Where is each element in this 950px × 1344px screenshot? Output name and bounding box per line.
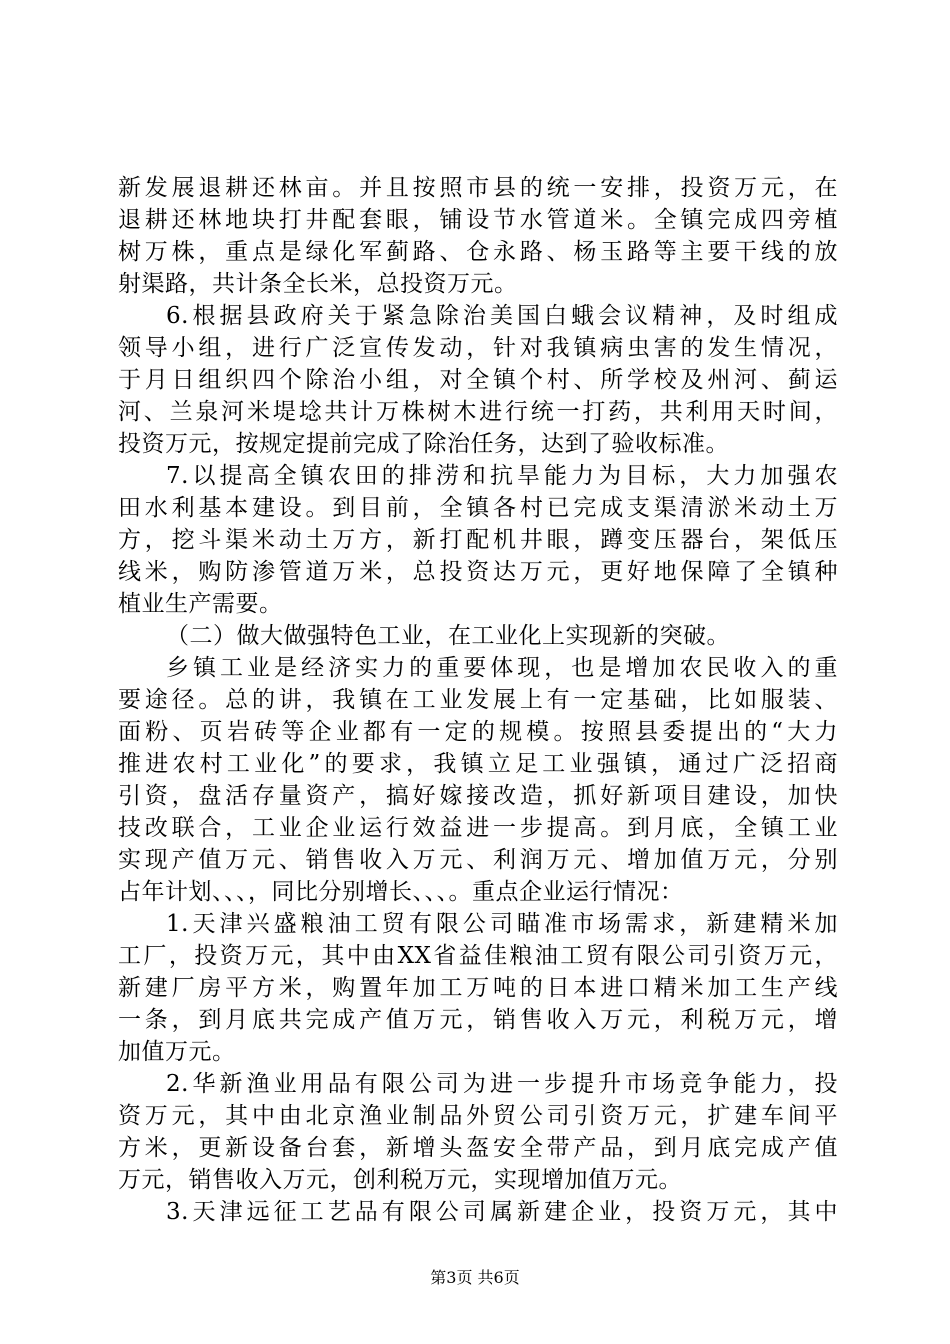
text-line: 田水利基本建设。到目前，全镇各村已完成支渠清淤米动土万: [118, 495, 838, 521]
text-line: 加值万元。: [118, 1039, 236, 1065]
text-line: 退耕还林地块打井配套眼，铺设节水管道米。全镇完成四旁植: [118, 207, 838, 233]
section-heading: [118, 620, 838, 652]
paragraph: [118, 908, 838, 1068]
text-line: 树万株，重点是绿化军蓟路、仓永路、杨玉路等主要干线的放: [118, 239, 838, 265]
paragraph: [118, 300, 838, 460]
text-line: 技改联合，工业企业运行效益进一步提高。到月底，全镇工业: [118, 815, 838, 841]
text-line: 乡镇工业是经济实力的重要体现，也是增加农民收入的重: [166, 655, 838, 681]
text-line: 万元，销售收入万元，创利税万元，实现增加值万元。: [118, 1167, 682, 1193]
text-line: 2.华新渔业用品有限公司为进一步提升市场竞争能力，投: [166, 1071, 838, 1097]
text-line: 方米，更新设备台套，新增头盔安全带产品，到月底完成产值: [118, 1135, 838, 1161]
text-line: 推进农村工业化”的要求，我镇立足工业强镇，通过广泛招商: [118, 751, 838, 777]
text-line: 河、兰泉河米堤埝共计万株树木进行统一打药，共利用天时间，: [118, 399, 838, 425]
text-line: （二）做大做强特色工业，在工业化上实现新的突破。: [166, 623, 730, 649]
text-line: 7.以提高全镇农田的排涝和抗旱能力为目标，大力加强农: [166, 463, 838, 489]
paragraph: [118, 1068, 838, 1196]
text-line: 新建厂房平方米，购置年加工万吨的日本进口精米加工生产线: [118, 975, 838, 1001]
text-line: 6.根据县政府关于紧急除治美国白蛾会议精神，及时组成: [166, 303, 838, 329]
text-line: 要途径。总的讲，我镇在工业发展上有一定基础，比如服装、: [118, 687, 838, 713]
text-line: 于月日组织四个除治小组，对全镇个村、所学校及州河、蓟运: [118, 367, 838, 393]
paragraph: [118, 460, 838, 620]
document-body: [118, 172, 838, 1228]
text-line: 引资，盘活存量资产，搞好嫁接改造，抓好新项目建设，加快: [118, 783, 838, 809]
text-line: 实现产值万元、销售收入万元、利润万元、增加值万元，分别: [118, 847, 838, 873]
text-line: 占年计划、、、，同比分别增长、、、。重点企业运行情况：: [118, 879, 684, 905]
paragraph: [118, 1196, 838, 1228]
text-line: 领导小组，进行广泛宣传发动，针对我镇病虫害的发生情况，: [118, 335, 838, 361]
text-line: 新发展退耕还林亩。并且按照市县的统一安排，投资万元，在: [118, 175, 838, 201]
text-line: 面粉、页岩砖等企业都有一定的规模。按照县委提出的“大力: [118, 719, 838, 745]
text-line: 一条，到月底共完成产值万元，销售收入万元，利税万元，增: [118, 1007, 838, 1033]
text-line: 工厂，投资万元，其中由XX省益佳粮油工贸有限公司引资万元，: [118, 943, 838, 969]
text-line: 方，挖斗渠米动土万方，新打配机井眼，蹲变压器台，架低压: [118, 527, 838, 553]
text-line: 资万元，其中由北京渔业制品外贸公司引资万元，扩建车间平: [118, 1103, 838, 1129]
paragraph: [118, 652, 838, 908]
text-line: 投资万元，按规定提前完成了除治任务，达到了验收标准。: [118, 431, 729, 457]
page-footer: 第3页 共6页: [430, 1268, 520, 1287]
text-line: 射渠路，共计条全长米，总投资万元。: [118, 271, 518, 297]
text-line: 线米，购防渗管道万米，总投资达万元，更好地保障了全镇种: [118, 559, 838, 585]
text-line: 3.天津远征工艺品有限公司属新建企业，投资万元，其中: [166, 1199, 838, 1225]
text-line: 1.天津兴盛粮油工贸有限公司瞄准市场需求，新建精米加: [166, 911, 838, 937]
text-line: 植业生产需要。: [118, 591, 283, 617]
paragraph: [118, 172, 838, 300]
